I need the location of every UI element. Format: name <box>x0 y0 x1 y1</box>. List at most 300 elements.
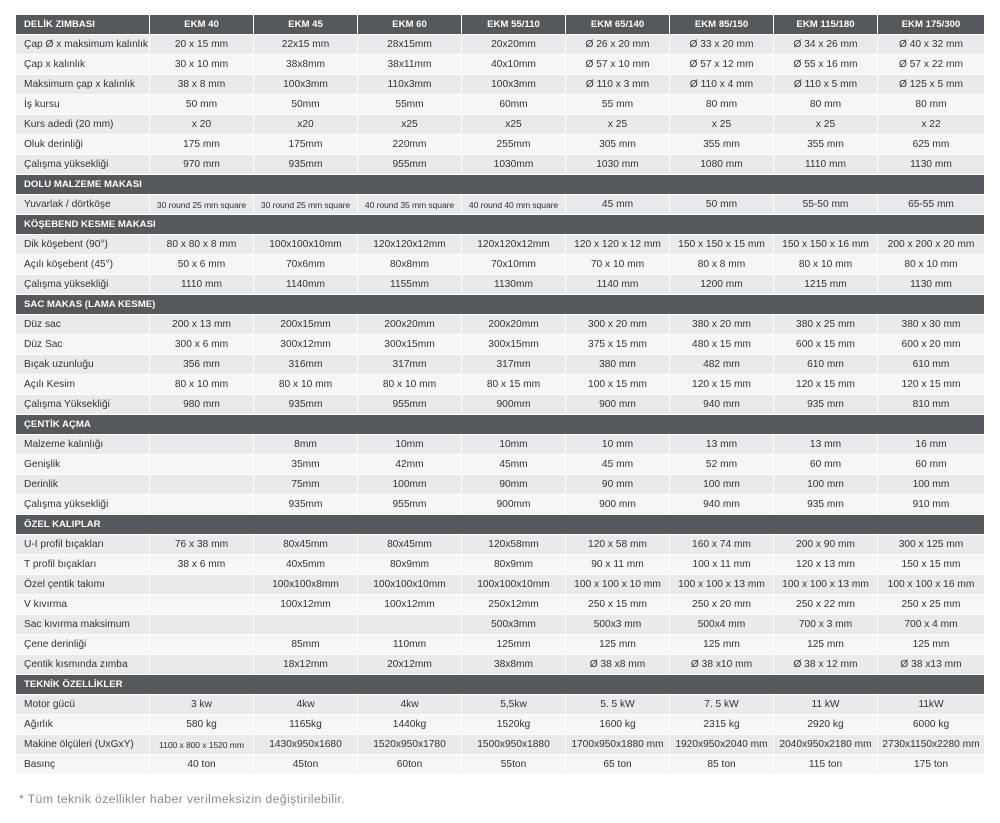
table-cell: 100x12mm <box>254 595 358 615</box>
table-cell: 200 x 200 x 20 mm <box>878 235 984 255</box>
table-cell: 175mm <box>254 135 358 155</box>
table-cell <box>150 635 254 655</box>
table-cell: 150 x 150 x 15 mm <box>670 235 774 255</box>
table-cell: Ø 34 x 26 mm <box>774 35 878 55</box>
table-cell: 125 mm <box>878 635 984 655</box>
table-cell: 250 x 20 mm <box>670 595 774 615</box>
table-cell: 317mm <box>358 355 462 375</box>
table-cell: 955mm <box>358 155 462 175</box>
table-cell: 1100 x 800 x 1520 mm <box>150 735 254 755</box>
table-cell: Ø 38 x8 mm <box>566 655 670 675</box>
table-cell: 110x3mm <box>358 75 462 95</box>
section-title: TEKNİK ÖZELLİKLER <box>16 675 984 695</box>
table-cell <box>150 435 254 455</box>
table-cell: 120 x 58 mm <box>566 535 670 555</box>
table-cell: 100 mm <box>774 475 878 495</box>
table-row <box>16 735 984 755</box>
table-cell: 60 mm <box>878 455 984 475</box>
row-label: Düz Sac <box>16 335 150 355</box>
table-cell: Ø 110 x 4 mm <box>670 75 774 95</box>
row-label: Özel çentik takımı <box>16 575 150 595</box>
row-label: Malzeme kalınlığı <box>16 435 150 455</box>
table-cell: 80 mm <box>774 95 878 115</box>
row-label: Derinlik <box>16 475 150 495</box>
table-cell: 980 mm <box>150 395 254 415</box>
table-cell <box>254 615 358 635</box>
table-row <box>16 495 984 515</box>
table-cell: 40 round 35 mm square <box>358 195 462 215</box>
table-cell: 11kW <box>878 695 984 715</box>
table-cell: 38x8mm <box>254 55 358 75</box>
table-row <box>16 75 984 95</box>
table-cell <box>150 495 254 515</box>
table-cell: 1155mm <box>358 275 462 295</box>
table-cell: 317mm <box>462 355 566 375</box>
table-cell: 1520x950x1780 <box>358 735 462 755</box>
table-cell: 100 x 100 x 16 mm <box>878 575 984 595</box>
spec-table-container <box>16 15 984 775</box>
table-cell: 1130 mm <box>878 275 984 295</box>
row-label: Düz sac <box>16 315 150 335</box>
table-cell: 76 x 38 mm <box>150 535 254 555</box>
table-cell: Ø 38 x 12 mm <box>774 655 878 675</box>
section-header <box>16 295 984 315</box>
table-cell: Ø 110 x 3 mm <box>566 75 670 95</box>
table-row <box>16 35 984 55</box>
table-cell: 38 x 6 mm <box>150 555 254 575</box>
table-cell: 80x9mm <box>358 555 462 575</box>
table-cell <box>150 655 254 675</box>
row-label: Açılı Kesim <box>16 375 150 395</box>
table-row <box>16 195 984 215</box>
table-cell: 45 mm <box>566 195 670 215</box>
table-cell: 115 ton <box>774 755 878 775</box>
table-row <box>16 315 984 335</box>
table-cell: 610 mm <box>774 355 878 375</box>
table-cell: 900mm <box>462 495 566 515</box>
table-cell: Ø 125 x 5 mm <box>878 75 984 95</box>
table-cell: 3 kw <box>150 695 254 715</box>
table-cell: 120 x 120 x 12 mm <box>566 235 670 255</box>
section-header <box>16 415 984 435</box>
table-cell: 20 x 15 mm <box>150 35 254 55</box>
section-header <box>16 515 984 535</box>
table-cell: 125 mm <box>670 635 774 655</box>
table-cell: 13 mm <box>774 435 878 455</box>
row-label: Yuvarlak / dörtköşe <box>16 195 150 215</box>
table-row <box>16 95 984 115</box>
table-cell <box>358 615 462 635</box>
table-cell: 1700x950x1880 mm <box>566 735 670 755</box>
table-cell: 100 x 15 mm <box>566 375 670 395</box>
table-cell: 175 ton <box>878 755 984 775</box>
table-cell: 30 x 10 mm <box>150 55 254 75</box>
table-cell: 70x6mm <box>254 255 358 275</box>
table-cell: 45mm <box>462 455 566 475</box>
table-cell: 700 x 4 mm <box>878 615 984 635</box>
table-cell: 120 x 15 mm <box>670 375 774 395</box>
table-cell: 1080 mm <box>670 155 774 175</box>
table-cell: 200 x 90 mm <box>774 535 878 555</box>
table-cell: 1130mm <box>462 275 566 295</box>
table-cell: Ø 26 x 20 mm <box>566 35 670 55</box>
table-cell: 1520kg <box>462 715 566 735</box>
table-cell: Ø 38 x13 mm <box>878 655 984 675</box>
row-label: Basınç <box>16 755 150 775</box>
table-cell: 100x3mm <box>254 75 358 95</box>
table-cell: 50 mm <box>150 95 254 115</box>
row-label: Genişlik <box>16 455 150 475</box>
table-cell: 900 mm <box>566 495 670 515</box>
table-cell: 100 x 100 x 13 mm <box>670 575 774 595</box>
section-header <box>16 675 984 695</box>
table-cell: 7. 5 kW <box>670 695 774 715</box>
table-cell: 935mm <box>254 395 358 415</box>
table-cell: 85 ton <box>670 755 774 775</box>
table-cell: 38 x 8 mm <box>150 75 254 95</box>
table-cell <box>150 615 254 635</box>
table-cell: 375 x 15 mm <box>566 335 670 355</box>
table-cell: 40x10mm <box>462 55 566 75</box>
table-cell: 150 x 150 x 16 mm <box>774 235 878 255</box>
row-label: Motor gücü <box>16 695 150 715</box>
table-cell: 940 mm <box>670 395 774 415</box>
table-cell: 50mm <box>254 95 358 115</box>
table-cell: x25 <box>462 115 566 135</box>
table-cell: 380 mm <box>566 355 670 375</box>
table-cell: 100 x 100 x 13 mm <box>774 575 878 595</box>
table-row <box>16 635 984 655</box>
table-cell: 2920 kg <box>774 715 878 735</box>
table-cell: 22x15 mm <box>254 35 358 55</box>
table-cell: 250 x 25 mm <box>878 595 984 615</box>
table-cell: 125 mm <box>566 635 670 655</box>
row-label: Çalışma yüksekliği <box>16 495 150 515</box>
model-column-header: EKM 115/180 <box>774 15 878 35</box>
table-cell: 1110 mm <box>774 155 878 175</box>
table-cell: Ø 57 x 12 mm <box>670 55 774 75</box>
table-cell: 80 x 10 mm <box>150 375 254 395</box>
table-cell: 11 kW <box>774 695 878 715</box>
table-cell: 1920x950x2040 mm <box>670 735 774 755</box>
row-label: İş kursu <box>16 95 150 115</box>
row-label: Çalışma Yüksekliği <box>16 395 150 415</box>
table-cell: 255mm <box>462 135 566 155</box>
row-label: Kurs adedi (20 mm) <box>16 115 150 135</box>
table-cell: 100mm <box>358 475 462 495</box>
table-row <box>16 715 984 735</box>
model-column-header: EKM 45 <box>254 15 358 35</box>
table-row <box>16 355 984 375</box>
table-cell: 150 x 15 mm <box>878 555 984 575</box>
table-cell: 80x45mm <box>254 535 358 555</box>
row-label: Dik köşebent (90°) <box>16 235 150 255</box>
table-cell: 305 mm <box>566 135 670 155</box>
table-cell: x25 <box>358 115 462 135</box>
table-cell: 500x3 mm <box>566 615 670 635</box>
table-cell: 110mm <box>358 635 462 655</box>
table-cell: 200x15mm <box>254 315 358 335</box>
table-cell: 55 mm <box>566 95 670 115</box>
table-cell: 100 mm <box>670 475 774 495</box>
table-cell: 55-50 mm <box>774 195 878 215</box>
table-cell: 100x12mm <box>358 595 462 615</box>
table-row <box>16 115 984 135</box>
table-cell: 810 mm <box>878 395 984 415</box>
row-label: Bıçak uzunluğu <box>16 355 150 375</box>
table-row <box>16 255 984 275</box>
table-cell: 20x12mm <box>358 655 462 675</box>
table-cell: 2040x950x2180 mm <box>774 735 878 755</box>
table-cell: 30 round 25 mm square <box>254 195 358 215</box>
table-cell: 940 mm <box>670 495 774 515</box>
table-cell: 80x45mm <box>358 535 462 555</box>
table-cell: 600 x 15 mm <box>774 335 878 355</box>
table-cell: 45 mm <box>566 455 670 475</box>
table-cell: 45ton <box>254 755 358 775</box>
table-cell: 55ton <box>462 755 566 775</box>
section-title: ÖZEL KALIPLAR <box>16 515 984 535</box>
table-cell: 355 mm <box>774 135 878 155</box>
table-cell: 316mm <box>254 355 358 375</box>
table-cell: 60ton <box>358 755 462 775</box>
table-cell: 4kw <box>358 695 462 715</box>
table-cell: 935mm <box>254 155 358 175</box>
table-cell: 40 round 40 mm square <box>462 195 566 215</box>
table-cell: 13 mm <box>670 435 774 455</box>
row-label: Çap x kalınlık <box>16 55 150 75</box>
table-cell: 80 mm <box>878 95 984 115</box>
table-cell: 300x15mm <box>462 335 566 355</box>
table-cell: 100 x 11 mm <box>670 555 774 575</box>
model-column-header: EKM 55/110 <box>462 15 566 35</box>
table-cell: 910 mm <box>878 495 984 515</box>
table-cell: x 25 <box>670 115 774 135</box>
section-header <box>16 175 984 195</box>
table-cell: 80 x 80 x 8 mm <box>150 235 254 255</box>
table-cell: 120x120x12mm <box>358 235 462 255</box>
table-row <box>16 655 984 675</box>
table-cell: 1110 mm <box>150 275 254 295</box>
table-cell: 970 mm <box>150 155 254 175</box>
table-cell: Ø 57 x 22 mm <box>878 55 984 75</box>
section-header <box>16 15 984 35</box>
spec-table-body <box>16 15 984 775</box>
table-cell: 1500x950x1880 <box>462 735 566 755</box>
row-label: Çentik kısmında zımba <box>16 655 150 675</box>
section-header <box>16 215 984 235</box>
table-cell: 38x11mm <box>358 55 462 75</box>
section-title: DOLU MALZEME MAKASI <box>16 175 984 195</box>
table-cell: 935 mm <box>774 495 878 515</box>
table-cell: 40 ton <box>150 755 254 775</box>
table-cell: 6000 kg <box>878 715 984 735</box>
table-cell: 80 mm <box>670 95 774 115</box>
table-cell: 30 round 25 mm square <box>150 195 254 215</box>
table-cell: 160 x 74 mm <box>670 535 774 555</box>
table-cell: 85mm <box>254 635 358 655</box>
row-label: V kıvırma <box>16 595 150 615</box>
table-cell: 600 x 20 mm <box>878 335 984 355</box>
table-cell: 90 mm <box>566 475 670 495</box>
table-cell: 90 x 11 mm <box>566 555 670 575</box>
table-cell: 42mm <box>358 455 462 475</box>
table-cell: 100x100x10mm <box>254 235 358 255</box>
table-cell: 35mm <box>254 455 358 475</box>
table-cell: 5. 5 kW <box>566 695 670 715</box>
table-cell: Ø 40 x 32 mm <box>878 35 984 55</box>
row-label: Maksimum çap x kalınlık <box>16 75 150 95</box>
table-cell: 200 x 13 mm <box>150 315 254 335</box>
row-label: U-I profil bıçakları <box>16 535 150 555</box>
table-cell: 55mm <box>358 95 462 115</box>
table-cell: 125mm <box>462 635 566 655</box>
spec-table <box>16 15 984 775</box>
table-row <box>16 135 984 155</box>
table-cell: 90mm <box>462 475 566 495</box>
table-row <box>16 615 984 635</box>
table-cell: x 20 <box>150 115 254 135</box>
table-cell: 70x10mm <box>462 255 566 275</box>
table-cell: 65 ton <box>566 755 670 775</box>
table-cell: 580 kg <box>150 715 254 735</box>
table-cell <box>150 475 254 495</box>
table-cell: 1030mm <box>462 155 566 175</box>
section-title: DELİK ZIMBASI <box>16 15 150 35</box>
table-cell: 50 mm <box>670 195 774 215</box>
table-cell: 16 mm <box>878 435 984 455</box>
table-cell: 10mm <box>462 435 566 455</box>
table-cell <box>150 595 254 615</box>
row-label: Sac kıvırma maksimum <box>16 615 150 635</box>
model-column-header: EKM 60 <box>358 15 462 35</box>
table-cell: 1165kg <box>254 715 358 735</box>
table-cell: 2315 kg <box>670 715 774 735</box>
row-label: Ağırlık <box>16 715 150 735</box>
table-cell: 300 x 20 mm <box>566 315 670 335</box>
table-cell: 18x12mm <box>254 655 358 675</box>
table-cell: 300x15mm <box>358 335 462 355</box>
table-cell: 482 mm <box>670 355 774 375</box>
table-cell: x 22 <box>878 115 984 135</box>
table-cell: 300 x 6 mm <box>150 335 254 355</box>
table-cell: 80 x 8 mm <box>670 255 774 275</box>
table-cell: 8mm <box>254 435 358 455</box>
table-cell: 80 x 10 mm <box>774 255 878 275</box>
table-cell: 380 x 20 mm <box>670 315 774 335</box>
table-cell: 40x5mm <box>254 555 358 575</box>
table-cell: 80 x 10 mm <box>254 375 358 395</box>
table-cell: 1130 mm <box>878 155 984 175</box>
table-cell: 120x58mm <box>462 535 566 555</box>
table-cell: x 25 <box>566 115 670 135</box>
section-title: ÇENTİK AÇMA <box>16 415 984 435</box>
table-cell: 52 mm <box>670 455 774 475</box>
table-cell: 250x12mm <box>462 595 566 615</box>
footnote: * Tüm teknik özellikler haber verilmeksizin değiştirilebilir. <box>19 792 345 806</box>
table-cell: 50 x 6 mm <box>150 255 254 275</box>
table-cell: Ø 38 x10 mm <box>670 655 774 675</box>
table-cell: 355 mm <box>670 135 774 155</box>
table-cell: 380 x 25 mm <box>774 315 878 335</box>
table-cell: 935mm <box>254 495 358 515</box>
table-cell: 75mm <box>254 475 358 495</box>
table-cell: 300 x 125 mm <box>878 535 984 555</box>
table-row <box>16 335 984 355</box>
table-cell: 1140 mm <box>566 275 670 295</box>
row-label: Açılı köşebent (45°) <box>16 255 150 275</box>
table-cell: 200x20mm <box>462 315 566 335</box>
table-cell: 955mm <box>358 495 462 515</box>
table-cell: 250 x 22 mm <box>774 595 878 615</box>
table-row <box>16 695 984 715</box>
model-column-header: EKM 85/150 <box>670 15 774 35</box>
table-cell: 65-55 mm <box>878 195 984 215</box>
table-cell: 60 mm <box>774 455 878 475</box>
table-cell: Ø 33 x 20 mm <box>670 35 774 55</box>
table-cell: 1140mm <box>254 275 358 295</box>
table-row <box>16 575 984 595</box>
table-cell: 100 x 100 x 10 mm <box>566 575 670 595</box>
table-cell: 480 x 15 mm <box>670 335 774 355</box>
table-cell: 380 x 30 mm <box>878 315 984 335</box>
table-cell: 220mm <box>358 135 462 155</box>
table-cell: 100 mm <box>878 475 984 495</box>
table-cell: 935 mm <box>774 395 878 415</box>
table-cell: Ø 57 x 10 mm <box>566 55 670 75</box>
table-row <box>16 375 984 395</box>
table-cell: 80x9mm <box>462 555 566 575</box>
table-cell: 5,5kw <box>462 695 566 715</box>
table-cell: 900 mm <box>566 395 670 415</box>
table-cell <box>150 575 254 595</box>
table-row <box>16 475 984 495</box>
table-cell: 80 x 15 mm <box>462 375 566 395</box>
table-cell: 1030 mm <box>566 155 670 175</box>
table-cell: 38x8mm <box>462 655 566 675</box>
table-row <box>16 55 984 75</box>
table-cell: 500x4 mm <box>670 615 774 635</box>
table-cell: 2730x1150x2280 mm <box>878 735 984 755</box>
model-column-header: EKM 65/140 <box>566 15 670 35</box>
table-cell: 900mm <box>462 395 566 415</box>
table-cell: 610 mm <box>878 355 984 375</box>
table-cell: Ø 110 x 5 mm <box>774 75 878 95</box>
table-cell: 28x15mm <box>358 35 462 55</box>
row-label: Çene derinliği <box>16 635 150 655</box>
table-cell: 120 x 13 mm <box>774 555 878 575</box>
table-cell: 4kw <box>254 695 358 715</box>
model-column-header: EKM 175/300 <box>878 15 984 35</box>
table-cell: 100x3mm <box>462 75 566 95</box>
row-label: Oluk derinliği <box>16 135 150 155</box>
table-cell: 120 x 15 mm <box>774 375 878 395</box>
table-row <box>16 155 984 175</box>
table-cell: 200x20mm <box>358 315 462 335</box>
table-cell: 955mm <box>358 395 462 415</box>
table-row <box>16 275 984 295</box>
table-cell: 20x20mm <box>462 35 566 55</box>
table-cell: 80 x 10 mm <box>878 255 984 275</box>
table-cell: 1440kg <box>358 715 462 735</box>
table-cell: x20 <box>254 115 358 135</box>
table-cell: 625 mm <box>878 135 984 155</box>
table-cell: 100x100x8mm <box>254 575 358 595</box>
table-row <box>16 535 984 555</box>
table-cell: 300x12mm <box>254 335 358 355</box>
table-row <box>16 455 984 475</box>
row-label: T profil bıçakları <box>16 555 150 575</box>
